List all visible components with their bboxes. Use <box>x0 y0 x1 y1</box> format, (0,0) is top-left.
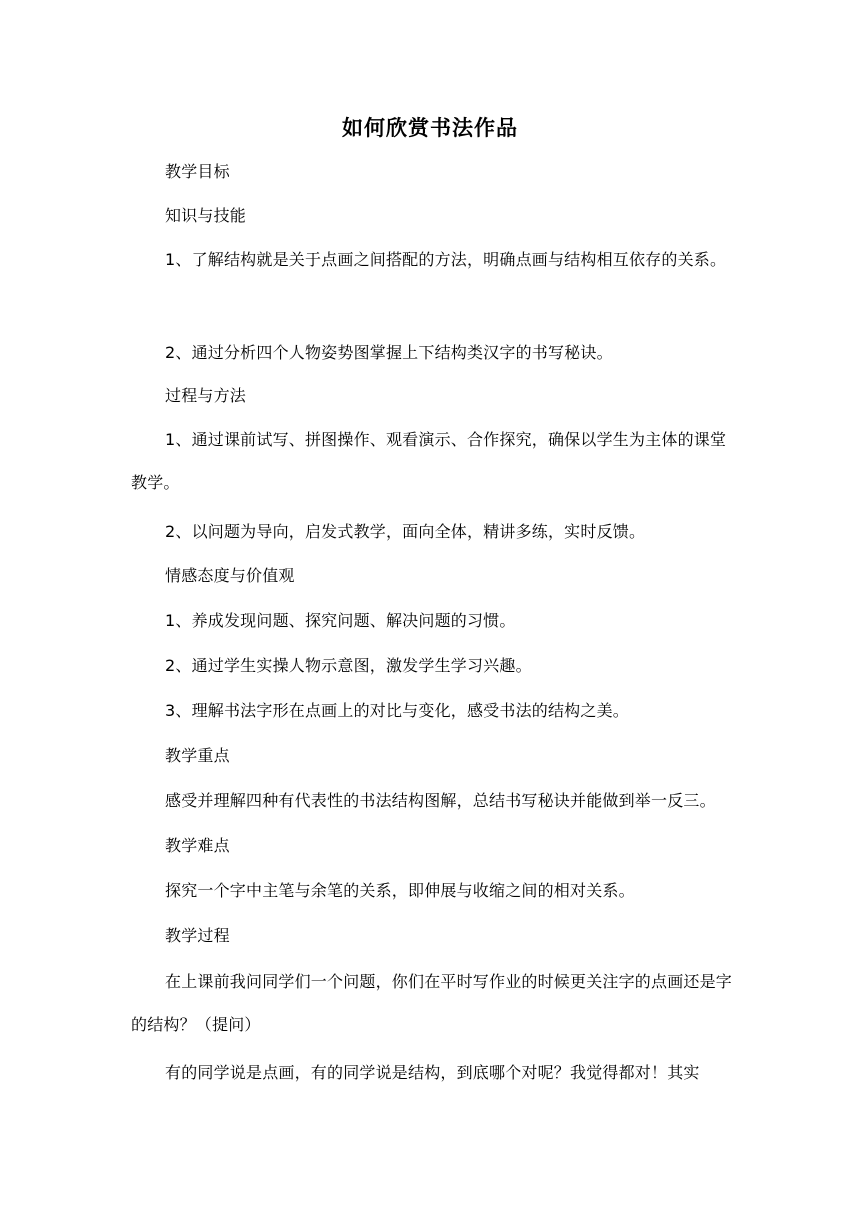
paragraph-teaching-process: 教学过程 <box>165 926 230 945</box>
paragraph-item: 1、通过课前试写、拼图操作、观看演示、合作探究，确保以学生为主体的课堂教学。 <box>131 430 727 492</box>
paragraph-knowledge-skills: 知识与技能 <box>165 206 247 225</box>
paragraph-item: 2、通过学生实操人物示意图，激发学生学习兴趣。 <box>165 656 532 675</box>
paragraph-teaching-objectives: 教学目标 <box>165 162 230 181</box>
document-title: 如何欣赏书法作品 <box>342 116 518 140</box>
paragraph-key-points: 教学重点 <box>165 746 230 765</box>
paragraph-item: 1、了解结构就是关于点画之间搭配的方法，明确点画与结构相互依存的关系。 <box>165 250 727 269</box>
paragraph-item: 在上课前我问同学们一个问题，你们在平时写作业的时候更关注字的点画还是字的结构？（提问） <box>131 972 733 1034</box>
paragraph-item: 2、以问题为导向，启发式教学，面向全体，精讲多练，实时反馈。 <box>165 522 646 541</box>
paragraph-item: 探究一个字中主笔与余笔的关系，即伸展与收缩之间的相对关系。 <box>165 881 635 900</box>
paragraph-process-methods: 过程与方法 <box>165 386 247 405</box>
paragraph-item: 3、理解书法字形在点画上的对比与变化，感受书法的结构之美。 <box>165 701 629 720</box>
paragraph-item: 有的同学说是点画，有的同学说是结构，到底哪个对呢？我觉得都对！其实 <box>165 1063 700 1082</box>
paragraph-item: 感受并理解四种有代表性的书法结构图解，总结书写秘诀并能做到举一反三。 <box>165 791 716 810</box>
paragraph-item: 1、养成发现问题、探究问题、解决问题的习惯。 <box>165 611 516 630</box>
paragraph-difficulties: 教学难点 <box>165 836 230 855</box>
paragraph-item: 2、通过分析四个人物姿势图掌握上下结构类汉字的书写秘诀。 <box>165 343 613 362</box>
paragraph-emotion-values: 情感态度与价值观 <box>165 566 295 585</box>
